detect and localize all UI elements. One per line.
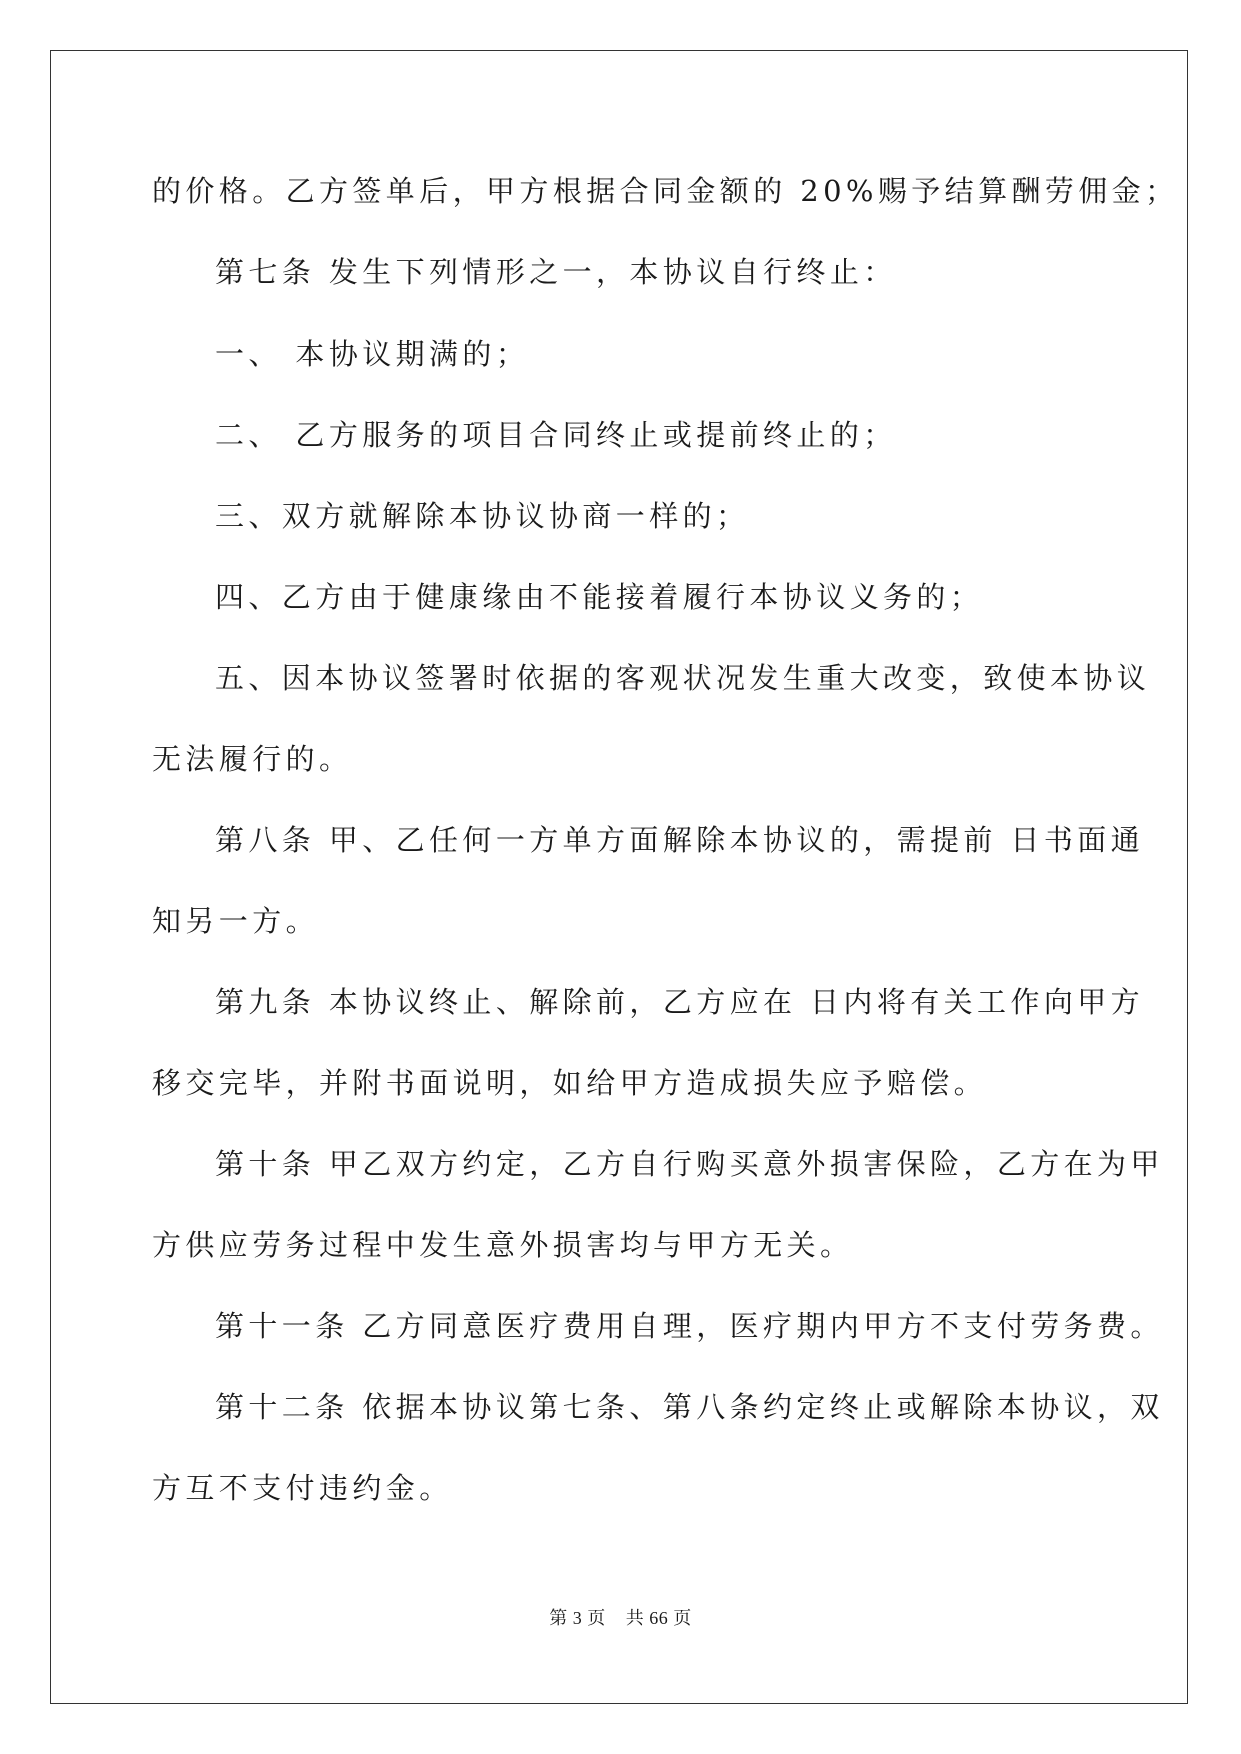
text-line: 一、 本协议期满的； <box>215 337 530 371</box>
text-line: 四、乙方由于健康缘由不能接着履行本协议义务的； <box>215 580 984 614</box>
text-line: 移交完毕，并附书面说明，如给甲方造成损失应予赔偿。 <box>152 1066 988 1100</box>
text-line: 第十一条 乙方同意医疗费用自理，医疗期内甲方不支付劳务费。 <box>215 1309 1164 1343</box>
text-line: 方供应劳务过程中发生意外损害均与甲方无关。 <box>152 1228 854 1262</box>
text-line: 第七条 发生下列情形之一，本协议自行终止： <box>215 255 897 289</box>
text-line: 第十条 甲乙双方约定，乙方自行购买意外损害保险，乙方在为甲 <box>215 1147 1164 1181</box>
text-line: 第八条 甲、乙任何一方单方面解除本协议的，需提前 日书面通 <box>215 823 1145 857</box>
text-line: 无法履行的。 <box>152 742 353 776</box>
text-line: 第九条 本协议终止、解除前，乙方应在 日内将有关工作向甲方 <box>215 985 1145 1019</box>
page-number-footer: 第 3 页 共 66 页 <box>549 1608 692 1628</box>
page-border <box>50 50 1188 1704</box>
text-line: 第十二条 依据本协议第七条、第八条约定终止或解除本协议，双 <box>215 1390 1164 1424</box>
text-line: 二、 乙方服务的项目合同终止或提前终止的； <box>215 418 897 452</box>
text-line: 五、因本协议签署时依据的客观状况发生重大改变，致使本协议 <box>215 661 1151 695</box>
text-line: 三、双方就解除本协议协商一样的； <box>215 499 750 533</box>
text-line: 知另一方。 <box>152 904 320 938</box>
text-line: 的价格。乙方签单后，甲方根据合同金额的 20%赐予结算酬劳佣金； <box>152 174 1179 208</box>
text-line: 方互不支付违约金。 <box>152 1471 453 1505</box>
